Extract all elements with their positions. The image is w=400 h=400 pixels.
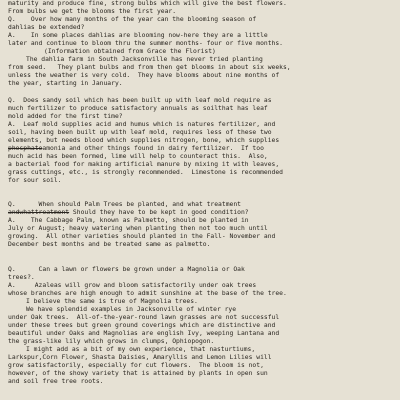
struck-text: andwhattreatment — [8, 209, 70, 217]
line-text: trees?. — [8, 273, 35, 281]
line-text: A. In some places dahlias are blooming now-here they are a little — [8, 32, 268, 40]
document-line — [8, 378, 394, 386]
document-line — [8, 80, 394, 88]
line-text: a bacterial food for making artificial manure by mixing it with leaves, — [8, 160, 280, 168]
line-text: growing. All other varieties should planted in the Fall- November and — [8, 233, 276, 241]
line-text: unless the weather is very cold. They have blooms about nine months of — [8, 72, 280, 80]
line-text: Q. Does sandy soil which has been built up with leaf mold require as — [8, 96, 272, 104]
document-line — [8, 24, 394, 32]
line-text: elements, but needs blood which supplies nitrogen, bone, which supplies — [8, 136, 280, 144]
document-line — [8, 225, 394, 233]
document-line — [8, 16, 394, 24]
line-text: later and continue to bloom thru the summer months- four or five months. — [8, 40, 283, 48]
document-line — [8, 193, 394, 201]
line-text: maturity and produce fine, strong bulbs which will give the best flowers. — [8, 0, 287, 7]
line-text: I might add as a bit of my own experience, that nasturtiums, — [26, 346, 256, 354]
document-line — [8, 298, 394, 306]
line-text: and soil free tree roots. — [8, 378, 104, 386]
line-text: under these trees but green ground coverings which are distinctive and — [8, 321, 276, 329]
document-line — [8, 121, 394, 129]
document-line — [8, 137, 394, 145]
document-line — [8, 64, 394, 72]
line-text: Should they have to be kept in good condition? — [69, 209, 249, 217]
document-line — [8, 314, 394, 322]
document-line — [8, 354, 394, 362]
line-text: beautiful under Oaks and Magnolias are english Ivy, weeping Lantana and — [8, 329, 280, 337]
document-line — [8, 56, 394, 64]
document-line — [8, 346, 394, 354]
document-line — [8, 113, 394, 121]
document-line — [8, 217, 394, 225]
document-line — [8, 282, 394, 290]
document-line — [8, 8, 394, 16]
document-line — [8, 153, 394, 161]
line-text: The dahlia farm in South Jacksonville has never tried planting — [26, 56, 263, 64]
document-line — [8, 32, 394, 40]
document-line — [8, 105, 394, 113]
document-line — [8, 241, 394, 249]
document-line — [8, 330, 394, 338]
document-line — [8, 89, 394, 97]
line-text: the year, starting in January. — [8, 80, 123, 88]
line-text: whose branches are high enough to admit sunshine at the base of the tree. — [8, 289, 287, 297]
document-line — [8, 306, 394, 314]
document-line — [8, 0, 394, 8]
line-text: Q. When should Palm Trees be planted, and what treatment — [8, 201, 241, 209]
line-text: I believe the same is true of Magnolia trees. — [26, 297, 198, 305]
line-text: From bulbs we get the blooms the first year. — [8, 8, 177, 16]
document-line — [8, 258, 394, 266]
line-text: December best months and be treated same as palmetto. — [8, 241, 211, 249]
line-text: under Oak trees. All-of-the-year-round lawn grasses are not successful — [8, 313, 280, 321]
document-line — [8, 97, 394, 105]
document-line — [8, 290, 394, 298]
document-line — [8, 322, 394, 330]
document-line — [8, 233, 394, 241]
document-line — [8, 249, 394, 257]
document-line — [8, 161, 394, 169]
line-text: amonia and other things found in dairy fertilizer. If too — [42, 144, 264, 152]
document-line — [8, 169, 394, 177]
document-line — [8, 209, 394, 217]
document-line — [8, 266, 394, 274]
struck-text: phosphate — [8, 144, 43, 152]
document-line — [8, 145, 394, 153]
document-line — [8, 362, 394, 370]
line-text: A. Azaleas will grow and bloom satisfactorily under oak trees — [8, 281, 257, 289]
document-line — [8, 48, 394, 56]
line-text: grow satisfactorily, especially for cut flowers. The bloom is not, — [8, 362, 264, 370]
document-line — [8, 177, 394, 185]
line-text: July or August; heavy watering when planting then not too much until — [8, 225, 268, 233]
document-line — [8, 72, 394, 80]
line-text: the grass-like lily which grows in clumps, Ophiopogon. — [8, 337, 215, 345]
document-line — [8, 274, 394, 282]
line-text: A. The Cabbage Palm, known as Palmetto, should be planted in — [8, 217, 249, 225]
line-text: for sour soil. — [8, 177, 62, 185]
line-text: from seed. They plant bulbs and from then get blooms in about six weeks, — [8, 64, 291, 72]
line-text: much acid has been formed, lime will help to counteract this. Also, — [8, 152, 268, 160]
line-text: grass cuttings, etc., is strongly recommended. Limestone is recommended — [8, 168, 283, 176]
document-line — [8, 338, 394, 346]
line-text: We have splendid examples in Jacksonville of winter rye — [26, 305, 237, 313]
line-text: Larkspur,Corn Flower, Shasta Daisies, Amaryllis and Lemon Lilies will — [8, 354, 272, 362]
document-line — [8, 40, 394, 48]
line-text: Q. Over how many months of the year can the blooming season of — [8, 16, 257, 24]
document-line — [8, 370, 394, 378]
line-text: A. Leaf mold supplies acid and humus which is natures fertilizer, and — [8, 120, 276, 128]
line-text: soil, having been built up with leaf mold, requires less of these two — [8, 128, 272, 136]
line-text: dahlias be extended? — [8, 24, 85, 32]
document-line — [8, 201, 394, 209]
line-text: mold added for the first time? — [8, 112, 123, 120]
line-text: however, of the showy variety that is attained by plants in open sun — [8, 370, 268, 378]
line-text: (Information obtained from Grace the Florist) — [44, 48, 216, 56]
document-line — [8, 185, 394, 193]
line-text: Q. Can a lawn or flowers be grown under a Magnolia or Oak — [8, 265, 245, 273]
document-line — [8, 129, 394, 137]
line-text: much fertilizer to produce satisfactory annuals as soilthat has leaf — [8, 104, 268, 112]
